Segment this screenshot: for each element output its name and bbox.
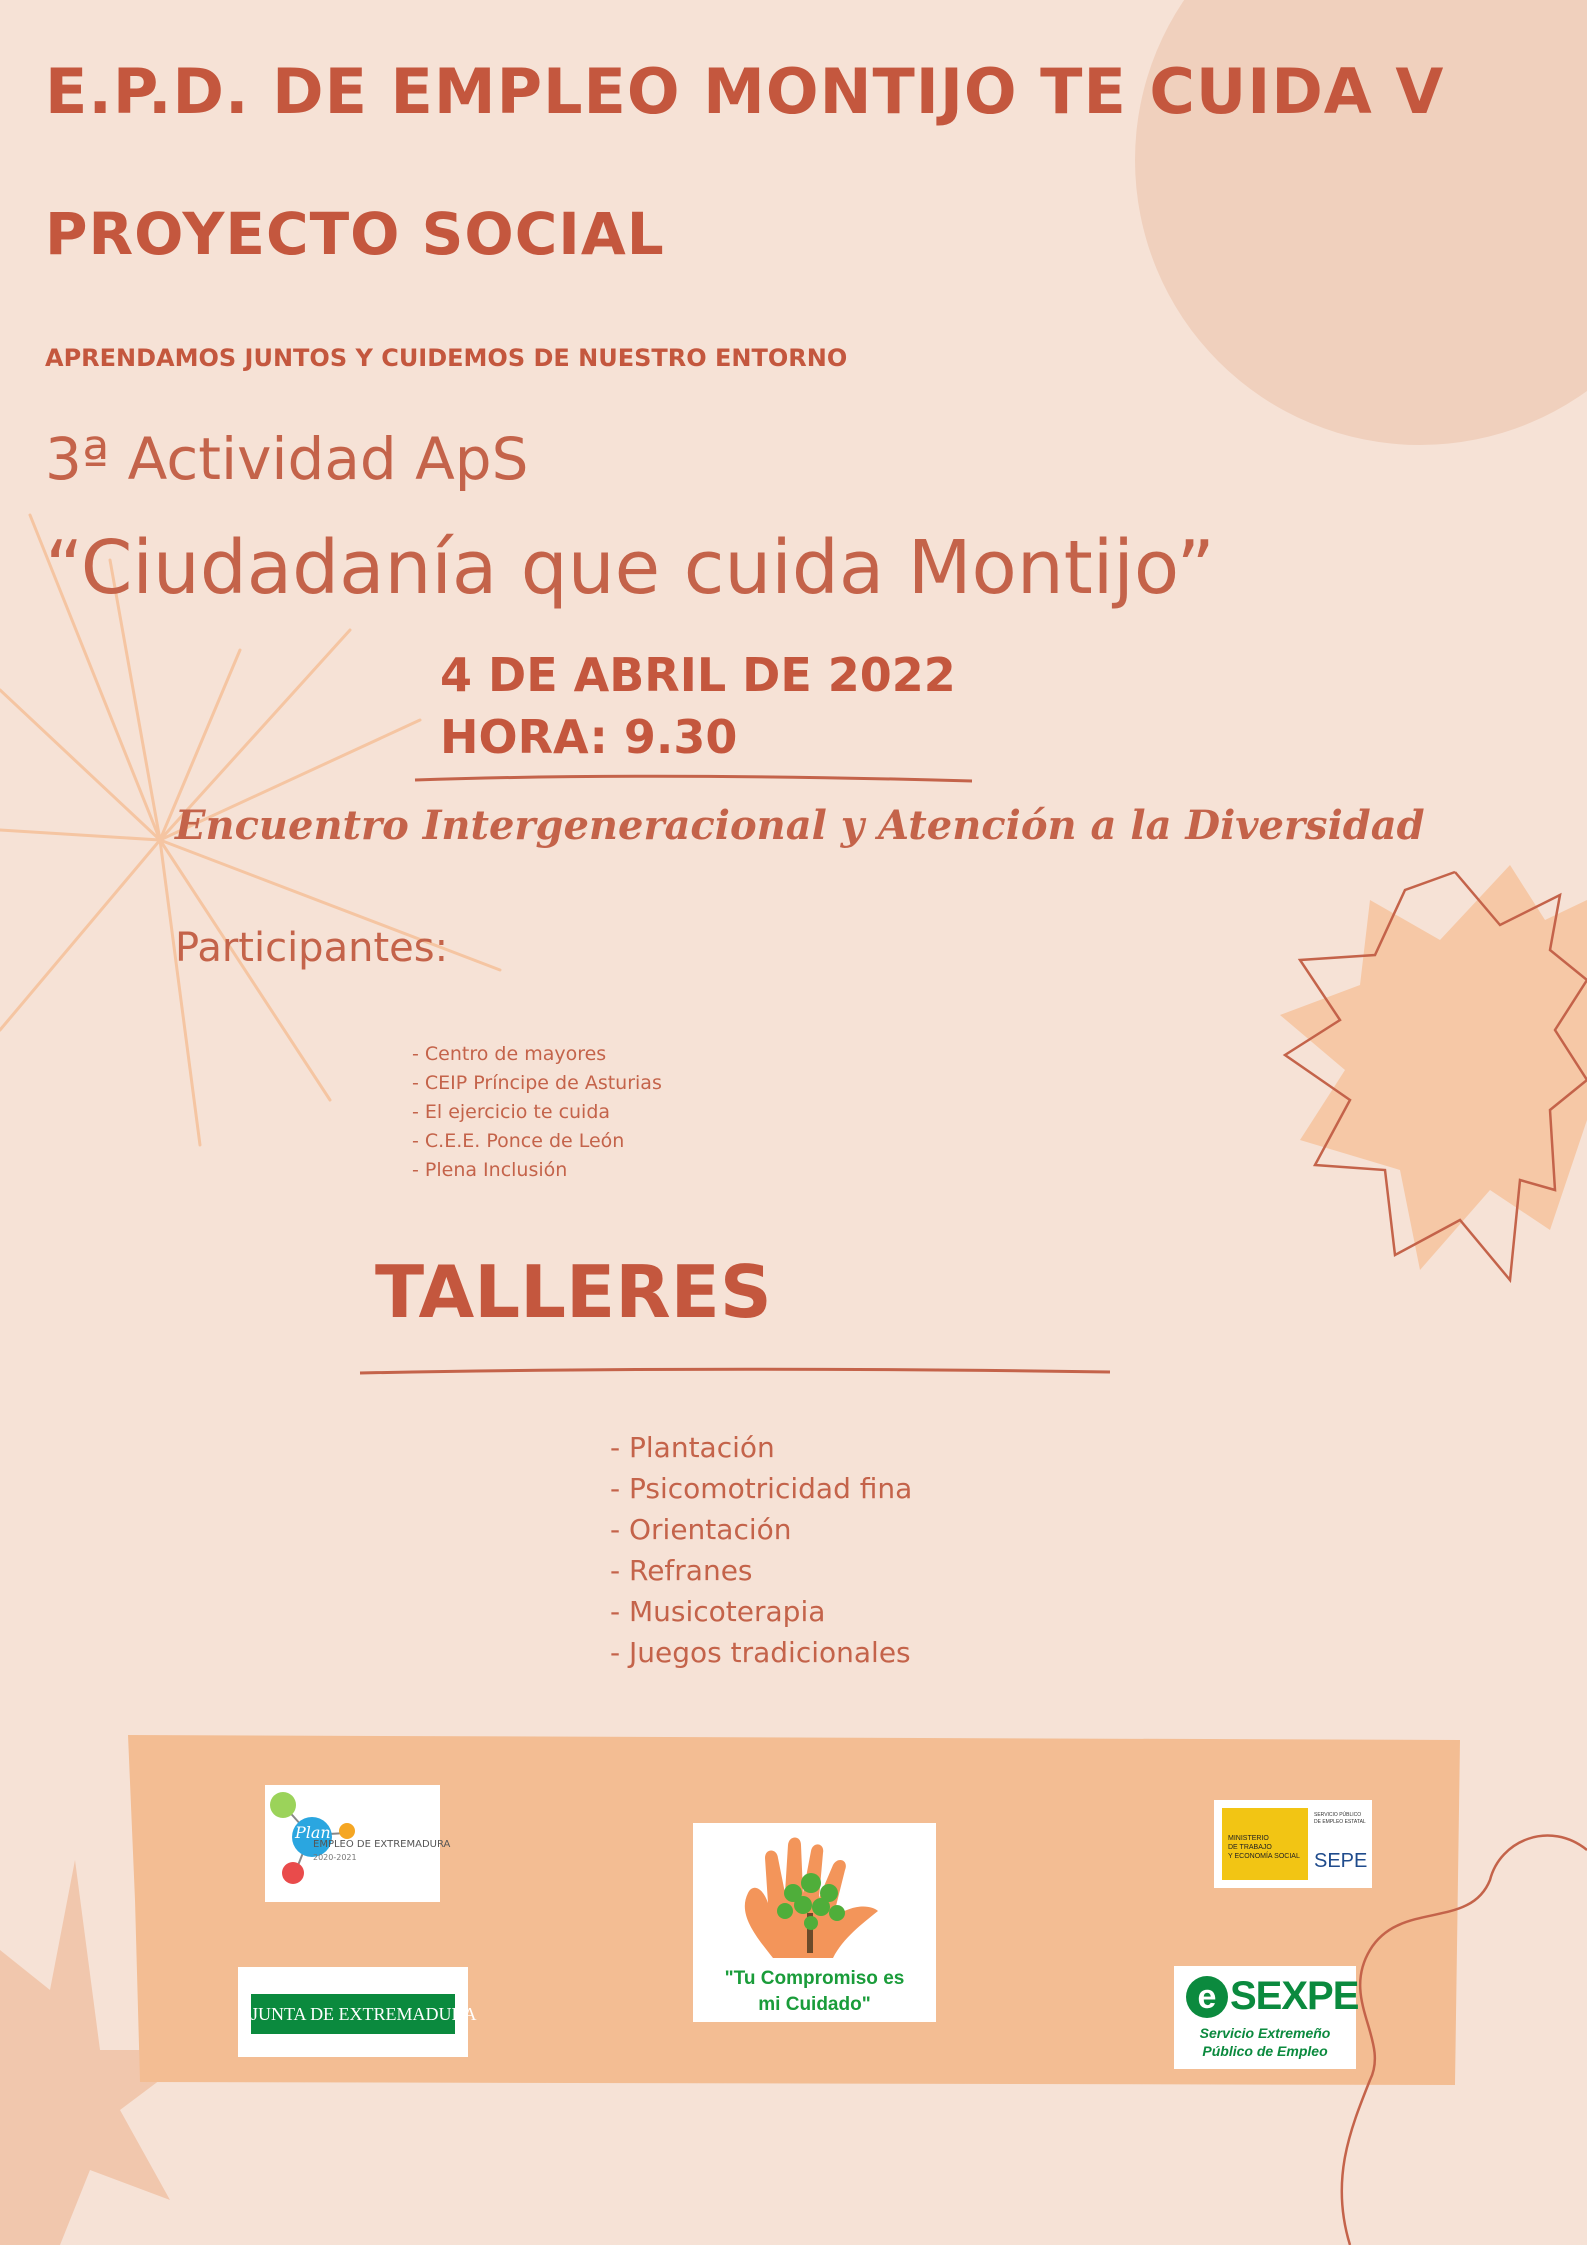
participant-item: - C.E.E. Ponce de León [412,1130,625,1152]
sepe-service-text [1314,1812,1366,1826]
sepe-line1: SERVICIO PÚBLICO [1314,1812,1362,1818]
participant-item: - Plena Inclusión [412,1159,568,1181]
plan-years: 2020-2021 [313,1853,357,1862]
compromiso-line2: mi Cuidado" [758,1994,871,2015]
title-line2: PROYECTO SOCIAL [45,200,665,268]
logo-ministerio-sepe [1214,1800,1372,1888]
date-underline [415,776,972,781]
participants-heading: Participantes: [175,925,449,971]
subtitle: APRENDAMOS JUNTOS Y CUIDEMOS DE NUESTRO ENTORNO [45,344,848,372]
taller-item: - Psicomotricidad fina [610,1472,913,1505]
taller-item: - Plantación [610,1431,775,1464]
compromiso-line1: "Tu Compromiso es [724,1968,905,1989]
event-date: 4 DE ABRIL DE 2022 [440,648,956,702]
encuentro-heading: Encuentro Intergeneracional y Atención a la Diversidad [175,802,1425,849]
logo-plan-empleo [265,1785,451,1902]
talleres-underline [360,1369,1110,1373]
ministerio-line3: Y ECONOMÍA SOCIAL [1228,1853,1300,1860]
logo-tu-compromiso [693,1823,936,2022]
activity-name: “Ciudadanía que cuida Montijo” [45,525,1215,611]
taller-item: - Juegos tradicionales [610,1636,911,1669]
participants-list [412,1040,662,1185]
participant-item: - El ejercicio te cuida [412,1101,611,1123]
event-time: HORA: 9.30 [440,710,738,764]
participant-item: - Centro de mayores [412,1043,607,1065]
logo-sexpe [1174,1966,1359,2069]
logo-junta-extremadura [238,1967,477,2057]
taller-item: - Orientación [610,1513,792,1546]
sepe-wordmark: SEPE [1314,1850,1368,1872]
taller-item: - Refranes [610,1554,753,1587]
decor-star-fill [1280,865,1587,1270]
plan-text: EMPLEO DE EXTREMADURA [313,1839,451,1850]
sexpe-line2: Público de Empleo [1202,2043,1328,2059]
plan-word: Plan [295,1823,331,1842]
participant-item: - CEIP Príncipe de Asturias [412,1072,662,1094]
ministerio-line1: MINISTERIO [1228,1835,1269,1842]
sepe-line2: DE EMPLEO ESTATAL [1314,1819,1366,1825]
compromiso-text [693,1966,936,2018]
sexpe-subtitle [1174,2024,1356,2060]
sexpe-e-icon: e [1186,1976,1228,2018]
sexpe-wordmark: SEXPE [1230,1974,1359,2018]
taller-item: - Musicoterapia [610,1595,826,1628]
ministerio-text [1228,1834,1300,1861]
junta-label: JUNTA DE EXTREMADURA [251,1994,455,2034]
hand-tree-icon [693,1823,936,1963]
title-line1: E.P.D. DE EMPLEO MONTIJO TE CUIDA V [45,55,1445,128]
ministerio-line2: DE TRABAJO [1228,1844,1272,1851]
talleres-heading: TALLERES [375,1250,772,1334]
activity-number: 3ª Actividad ApS [45,425,529,493]
talleres-list [610,1427,912,1673]
sexpe-line1: Servicio Extremeño [1199,2025,1331,2041]
